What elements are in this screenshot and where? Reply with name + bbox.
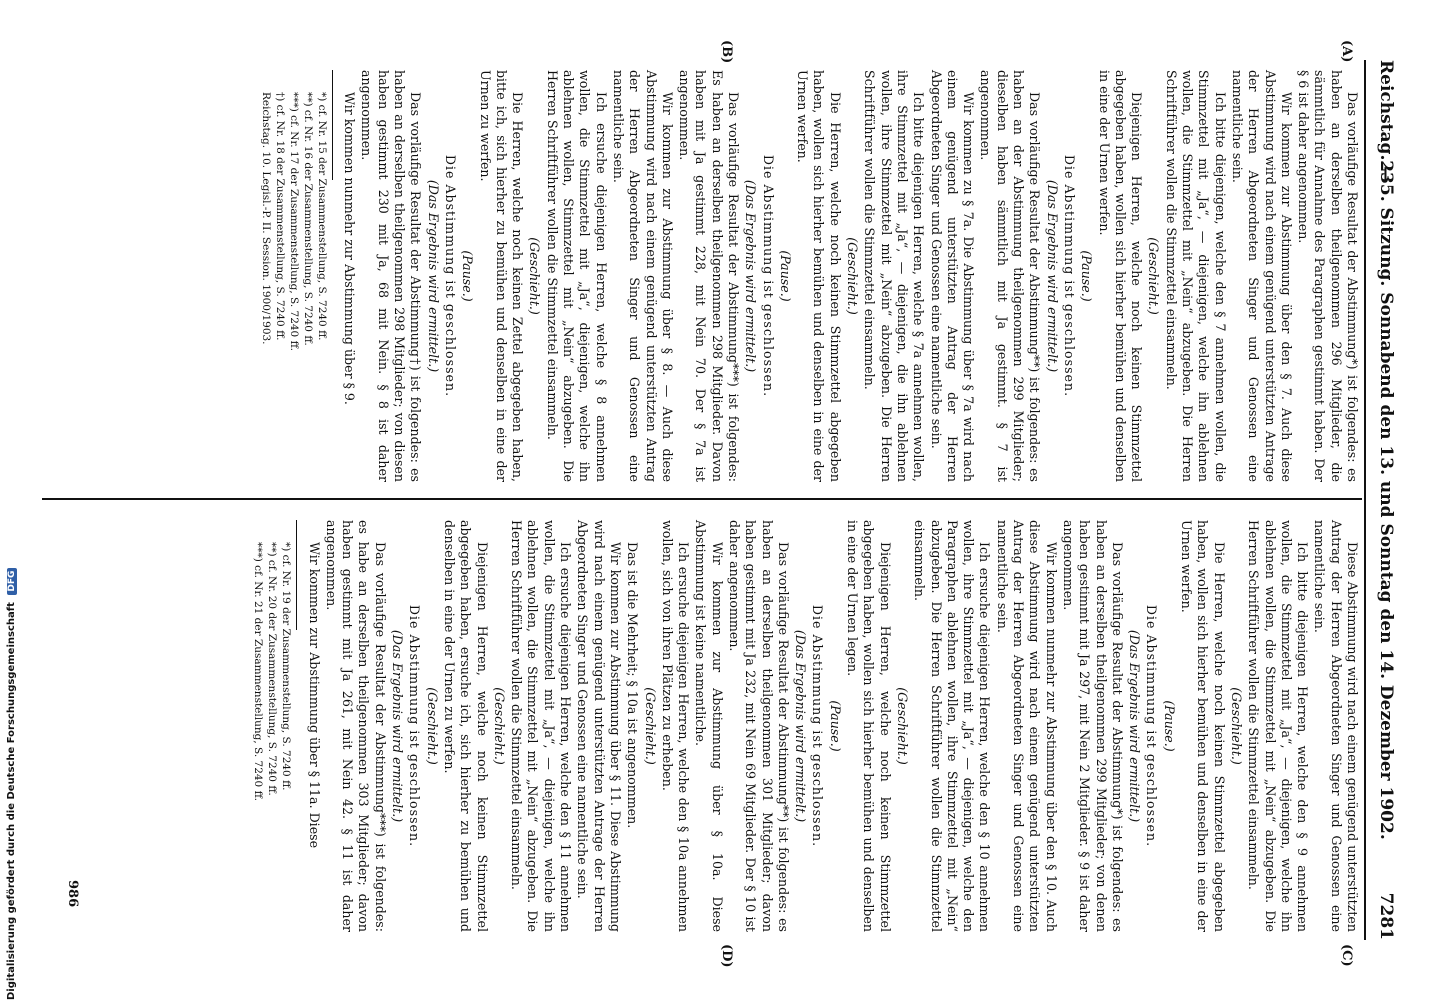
right-paragraph: Diejenigen Herren, welche noch keinen Stimmzettel abgegeben haben, wollen sich hierher bemühen und denselben in eine der Urnen legen. (845, 520, 893, 932)
right-paragraph: (Geschieht.) (894, 687, 910, 765)
header-page-number: 7281 (1376, 892, 1396, 940)
footnote-rule (296, 520, 297, 630)
left-paragraph: (Geschieht.) (1146, 237, 1162, 315)
margin-mark-b: (B) (719, 40, 734, 64)
left-paragraph: Das vorläufige Resultat der Abstimmung***) ist folgendes: Es haben an derselben theilgenommen 298 Mitglieder. Davon haben mit Ja gestimmt 228, mit Nein 70. Der § 7a ist angenommen. (677, 70, 742, 482)
right-paragraph: Wir kommen zur Abstimmung über § 10a. Diese Abstimmung ist keine namentliche. (693, 520, 725, 932)
right-paragraph: (Geschieht.) (642, 687, 658, 765)
left-paragraph: (Das Ergebnis wird ermittelt.) (425, 179, 441, 373)
bottom-page-number: 986 (65, 880, 80, 908)
footnote: ***) cf. Nr. 17 der Zusammenstellung, S. 7240 ff. (287, 92, 300, 352)
right-paragraph: Ich ersuche diejenigen Herren, welche den § 10a annehmen wollen, sich von ihren Plätzen zu erheben. (659, 520, 692, 932)
footnote: †) cf. Nr. 18 der Zusammenstellung, S. 7240 ff. (273, 92, 286, 341)
left-paragraph: (Das Ergebnis wird ermittelt.) (743, 179, 759, 373)
right-paragraph: Das vorläufige Resultat der Abstimmung**) ist folgendes: es haben an derselben theilgenommen 301 Mitglieder; davon haben gestimmt mit Ja 232, mit Nein 69 Mitglieder. Der § 10 ist daher angenommen. (727, 520, 791, 932)
right-paragraph: (Pause.) (827, 700, 843, 752)
right-paragraph: (Das Ergebnis wird ermittelt.) (793, 629, 809, 823)
header-left: Reichstag. — (1376, 60, 1396, 184)
left-paragraph: Die Abstimmung ist geschlossen. (442, 154, 458, 398)
left-paragraph: Wir kommen zur Abstimmung über § 8. — Auch diese Abstimmung wird nach einem genügend unterstützten Antrag der Herren Abgeordneten Singer und Genossen eine namentliche sein. (610, 70, 675, 482)
right-paragraph: (Geschieht.) (1228, 687, 1244, 765)
left-paragraph: Das vorläufige Resultat der Abstimmung*) ist folgendes: es haben an derselben theilgenommen 296 Mitglieder, die sämmtlich für Annahme des Paragraphen gestimmt haben. Der § 6 ist daher angenommen. (1296, 70, 1360, 482)
left-paragraph: Wir kommen nunmehr zur Abstimmung über § 9. (342, 92, 358, 405)
left-paragraph: Das vorläufige Resultat der Abstimmung†) ist folgendes: es haben an derselben theilgenommen 298 Mitglieder; von diesen haben gestimmt 230 mit Ja, 68 mit Nein. § 8 ist daher angenommen. (359, 70, 424, 482)
right-paragraph: Das vorläufige Resultat der Abstimmung***) ist folgendes: es habe an derselben theilgenommen 303 Mitglieder; davon haben gestimmt mit Ja 261, mit Nein 42. § 11 ist daher angenommen. (323, 520, 388, 932)
footnote: ***) cf. Nr. 21 der Zusammenstellung, S. 7240 ff. (252, 542, 265, 802)
column-divider (42, 498, 1362, 500)
footnote: Reichstag. 10. Legisl.-P. II. Session. 1900/1903. (259, 92, 272, 345)
right-paragraph: Die Abstimmung ist geschlossen. (407, 604, 423, 848)
right-paragraph: Das ist die Mehrheit; § 10a ist angenommen. (625, 542, 641, 829)
right-paragraph: (Geschieht.) (424, 687, 440, 765)
footnote: **) cf. Nr. 20 der Zusammenstellung, S. 7240 ff. (266, 542, 279, 796)
left-text-column (258, 70, 1360, 482)
footnote: *) cf. Nr. 15 der Zusammenstellung, S. 7240 ff. (315, 92, 328, 341)
margin-mark-d: (D) (719, 944, 734, 968)
right-paragraph: Die Abstimmung ist geschlossen. (1144, 604, 1160, 848)
left-paragraph: Wir kommen zu § 7a. Die Abstimmung über § 7a wird nach einem genügend unterstützten Antrag der Herren Abgeordneten Singer und Genossen eine namentliche sein. (928, 70, 977, 482)
left-paragraph: (Pause.) (460, 250, 476, 302)
right-paragraph: (Das Ergebnis wird ermittelt.) (390, 629, 406, 823)
footnote: *) cf. Nr. 19 der Zusammenstellung, S. 7240 ff. (280, 542, 293, 791)
left-paragraph: Das vorläufige Resultat der Abstimmung**) ist folgendes: es haben an der Abstimmung theilgenommen 299 Mitglieder; dieselben haben sämmtlich mit Ja gestimmt. § 7 ist angenommen. (978, 70, 1043, 482)
left-paragraph: (Das Ergebnis wird ermittelt.) (1044, 179, 1060, 373)
footnote: **) cf. Nr. 16 der Zusammenstellung, S. 7240 ff. (301, 92, 314, 346)
left-paragraph: Die Herren, welche noch keinen Zettel abgegeben haben, bitte ich, sich hierher zu bemühen und denselben in eine der Urnen zu werfen. (477, 70, 526, 482)
digitization-note (6, 568, 17, 1000)
right-paragraph: (Geschieht.) (491, 687, 507, 765)
right-paragraph: Wir kommen zur Abstimmung über § 11. Diese Abstimmung wird nach einem genügend unterstützten Antrage der Herren Abgeordneten Singer und Genossen eine namentliche sein. (575, 520, 623, 932)
header-rule (1364, 60, 1366, 940)
left-paragraph: Die Abstimmung ist geschlossen. (760, 154, 776, 398)
left-paragraph: (Geschieht.) (527, 237, 543, 315)
right-paragraph: (Pause.) (1161, 700, 1177, 752)
header-title: 235. Sitzung. Sonnabend den 13. und Sonntag den 14. Dezember 1902. (1376, 160, 1396, 840)
left-paragraph: Die Herren, welche noch keinen Stimmzettel abgegeben haben, wollen sich hierher bemühen und denselben in eine der Urnen werfen. (795, 70, 843, 482)
left-paragraph: Diejenigen Herren, welche noch keinen Stimmzettel abgegeben haben, wollen sich hierher bemühen und denselben in eine der Urnen werfen. (1096, 70, 1145, 482)
left-paragraph: Ich bitte diejenigen Herren, welche § 7a annehmen wollen, ihre Stimmzettel mit „Ja“, — diejenigen, die ihn ablehnen wollen, ihre Stimmzettel mit „Nein“ abzugeben. Die Herren Schriftführer wollen die Stimmzettel einsammeln. (862, 70, 927, 482)
right-paragraph: Wir kommen nunmehr zur Abstimmung über den § 10. Auch diese Abstimmung wird nach einem genügend unterstützten Antrag der Herren Abgeordneten Singer und Genossen eine namentliche sein. (994, 520, 1059, 932)
right-paragraph: Die Abstimmung ist geschlossen. (810, 604, 826, 848)
left-paragraph: (Pause.) (777, 250, 793, 302)
digitization-text: Digitalisierung gefördert durch die Deutsche Forschungsgemeinschaft (6, 602, 17, 1000)
right-paragraph: Die Herren, welche noch keinen Stimmzettel abgegeben haben, wollen sich hierher bemühen und denselben in eine der Urnen werfen. (1179, 520, 1227, 932)
right-paragraph: Ich ersuche diejenigen Herren, welche den § 10 annehmen wollen, ihre Stimmzettel mit „Ja“, — diejenigen, welche den Paragraphen ablehnen wollen, ihre Stimmzettel mit „Nein“ abzugeben. Die Herren Schriftführer wollen die Stimmzettel einsammeln. (912, 520, 993, 932)
footnote-rule (332, 70, 333, 180)
right-paragraph: Wir kommen zur Abstimmung über § 11a. Diese (306, 542, 322, 849)
dfg-logo: DFG (7, 568, 17, 595)
left-paragraph: Die Abstimmung ist geschlossen. (1061, 154, 1077, 398)
left-paragraph: Ich ersuche diejenigen Herren, welche § 8 annehmen wollen, die Stimmzettel mit „Ja“, diejenigen, welche ihn ablehnen wollen, Stimmzettel mit „Nein“ abzugeben. Die Herren Schriftführer wollen die Stimmzettel einsammeln. (544, 70, 609, 482)
right-paragraph: Ich ersuche diejenigen Herren, welche den § 11 annehmen wollen, die Stimmzettel mit „Ja“, — diejenigen, welche ihn ablehnen wollen, die Stimmzettel mit „Nein“ abzugeben. Die Herren Schriftführer wollen die Stimmzettel einsammeln. (509, 520, 574, 932)
left-paragraph: (Pause.) (1079, 250, 1095, 302)
margin-mark-a: (A) (1339, 40, 1354, 63)
right-paragraph: Diejenigen Herren, welche noch keinen Stimmzettel abgegeben haben, ersuche ich, sich hierher zu bemühen und denselben in eine der Urnen zu werfen. (441, 520, 490, 932)
running-header (1370, 60, 1400, 940)
right-paragraph: Das vorläufige Resultat der Abstimmung*) ist folgendes: es haben an derselben theilgenommen 299 Mitglieder; von denen haben gestimmt mit Ja 297, mit Nein 2 Mitglieder. § 9 ist daher angenommen. (1060, 520, 1125, 932)
left-paragraph: (Geschieht.) (845, 237, 861, 315)
left-paragraph: Ich bitte diejenigen, welche den § 7 annehmen wollen, die Stimmzettel mit „Ja“, — diejenigen, welche ihn ablehnen wollen, die Stimmzettel mit „Nein“ abzugeben. Die Herren Schriftführer wollen die Stimmzettel einsammeln. (1163, 70, 1228, 482)
right-text-column (250, 520, 1360, 932)
left-paragraph: Wir kommen zur Abstimmung über den § 7. Auch diese Abstimmung wird nach einem genügend unterstützten Antrage der Herren Abgeordneten Singer und Genossen eine namentliche sein. (1229, 70, 1294, 482)
right-paragraph: Ich bitte diejenigen Herren, welche den § 9 annehmen wollen, die Stimmzettel mit „Ja“, — diejenigen, welche ihn ablehnen wollen, die Stimmzettel mit „Nein“ abzugeben. Die Herren Schriftführer wollen die Stimmzettel einsammeln. (1246, 520, 1311, 932)
right-paragraph: Diese Abstimmung wird nach einem genügend unterstützten Antrag der Herren Abgeordneten Singer und Genossen eine namentliche sein. (1312, 520, 1360, 932)
margin-mark-c: (C) (1339, 944, 1354, 967)
right-paragraph: (Das Ergebnis wird ermittelt.) (1127, 629, 1143, 823)
